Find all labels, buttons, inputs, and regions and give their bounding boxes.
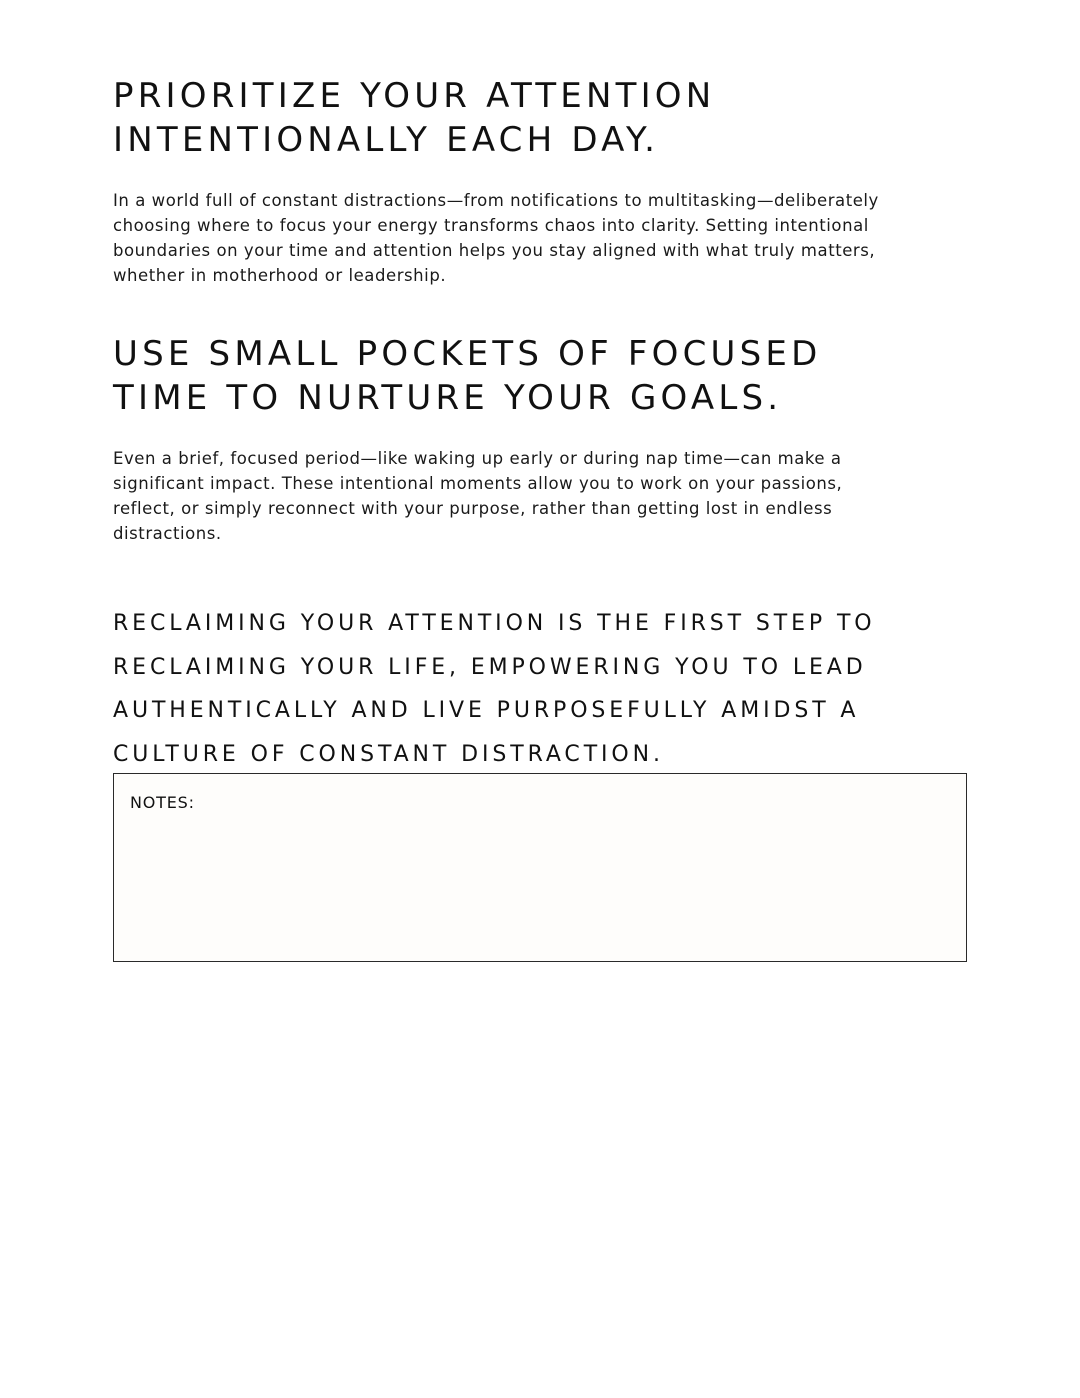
- notes-box[interactable]: [113, 773, 967, 962]
- closing-quote: RECLAIMING YOUR ATTENTION IS THE FIRST STEP TO RECLAIMING YOUR LIFE, EMPOWERING YOU TO LEAD AUTHENTICALLY AND LIVE PURPOSEFULLY AMIDST A CULTURE OF CONSTANT DISTRACTION.: [113, 611, 876, 767]
- section-heading: USE SMALL POCKETS OF FOCUSED TIME TO NURTURE YOUR GOALS.: [113, 334, 822, 418]
- section-body-text: Even a brief, focused period—like waking up early or during nap time—can make a significant impact. These intentional moments allow you to work on your passions, reflect, or simply reconnect with your purpose, rather than getting lost in endless distractions.: [113, 449, 843, 543]
- document-page: [113, 74, 967, 776]
- section-heading: PRIORITIZE YOUR ATTENTION INTENTIONALLY EACH DAY.: [113, 76, 716, 160]
- notes-label: NOTES:: [130, 793, 195, 812]
- section-body-text: In a world full of constant distractions—from notifications to multitasking—deliberately choosing where to focus your energy transforms chaos into clarity. Setting intentional boundaries on your time and attention helps you stay aligned with what truly matters, whether in motherhood or leadership.: [113, 191, 879, 285]
- section-focused-time: [113, 332, 967, 546]
- section-prioritize-attention: [113, 74, 967, 288]
